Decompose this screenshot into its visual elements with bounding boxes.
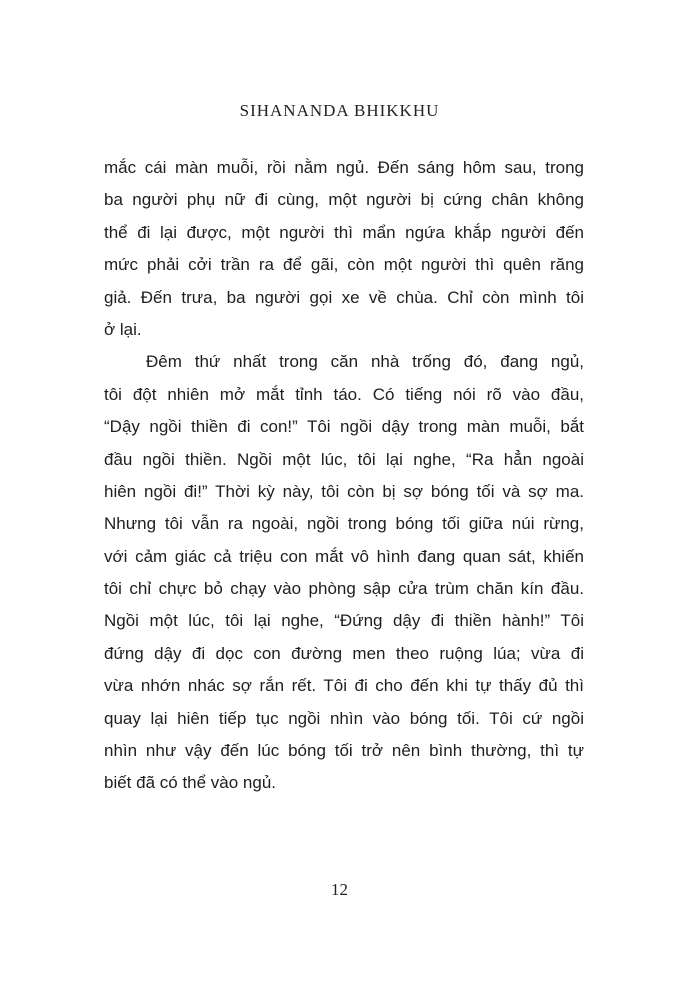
text-line: mắc cái màn muỗi, rồi nằm ngủ. Đến sáng hôm sau, trong	[104, 158, 584, 177]
text-line: Ngồi một lúc, tôi lại nghe, “Đứng dậy đi thiền hành!” Tôi	[104, 611, 584, 631]
paragraph-2	[104, 346, 584, 799]
text-line: tôi đột nhiên mở mắt tỉnh táo. Có tiếng nói rõ vào đầu,	[104, 384, 584, 404]
text-line: hiên ngồi đi!” Thời kỳ này, tôi còn bị sợ bóng tối và sợ ma.	[104, 481, 584, 501]
text-line: biết đã có thể vào ngủ.	[104, 773, 277, 793]
page-number: 12	[331, 880, 348, 899]
text-line: nhìn như vậy đến lúc bóng tối trở nên bình thường, thì tự	[104, 741, 584, 761]
body-text	[104, 152, 584, 800]
text-line: quay lại hiên tiếp tục ngồi nhìn vào bóng tối. Tôi cứ ngồi	[104, 708, 584, 728]
text-line: đầu ngồi thiền. Ngồi một lúc, tôi lại nghe, “Ra hẳn ngoài	[104, 449, 584, 469]
text-line: thể đi lại được, một người thì mẩn ngứa khắp người đến	[104, 222, 584, 242]
text-line: ở lại.	[104, 319, 142, 339]
text-line: “Dậy ngồi thiền đi con!” Tôi ngồi dậy trong màn muỗi, bắt	[104, 417, 584, 437]
paragraph-1	[104, 152, 584, 346]
text-line: mức phải cởi trần ra để gãi, còn một người thì quên răng	[104, 255, 584, 275]
text-line: giả. Đến trưa, ba người gọi xe về chùa. Chỉ còn mình tôi	[104, 287, 584, 307]
text-line: vừa nhớn nhác sợ rắn rết. Tôi đi cho đến khi tự thấy đủ thì	[104, 676, 584, 696]
text-line: đứng dậy đi dọc con đường men theo ruộng lúa; vừa đi	[104, 643, 584, 663]
text-line: tôi chỉ chực bỏ chạy vào phòng sập cửa trùm chăn kín đầu.	[104, 579, 584, 599]
text-line: Đêm thứ nhất trong căn nhà trống đó, đang ngủ,	[146, 352, 584, 372]
running-header: SIHANANDA BHIKKHU	[239, 101, 440, 120]
text-line: ba người phụ nữ đi cùng, một người bị cứng chân không	[104, 190, 584, 210]
text-line: Nhưng tôi vẫn ra ngoài, ngồi trong bóng tối giữa núi rừng,	[104, 514, 584, 534]
text-line: với cảm giác cả triệu con mắt vô hình đang quan sát, khiến	[104, 546, 584, 566]
